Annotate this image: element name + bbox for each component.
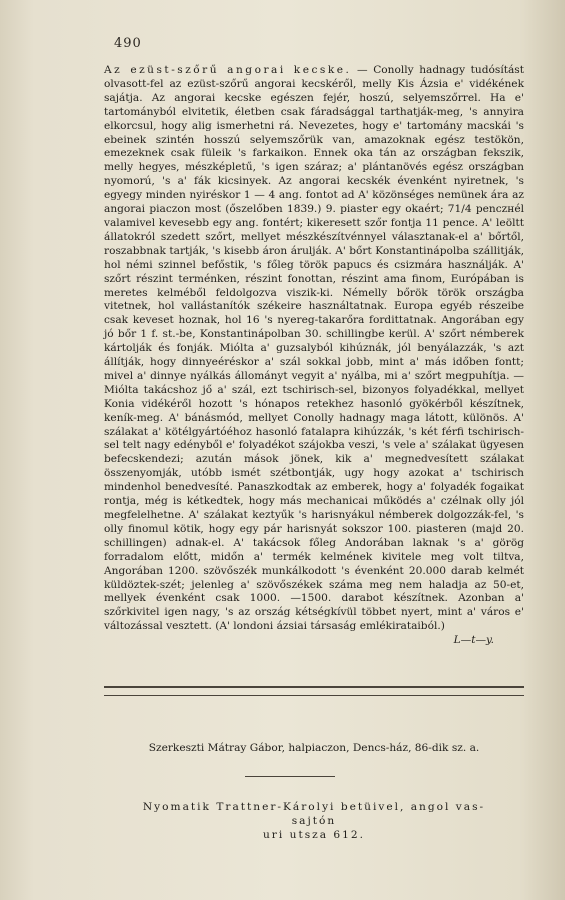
article-paragraph	[104, 64, 524, 648]
article-heading: Az ezüst-szőrű angorai kecske.	[104, 64, 352, 76]
printer-line-1: Nyomatik Trattner-Károlyi betüivel, angol vas-sajtón	[142, 801, 486, 827]
article-signature: L—t—y.	[453, 634, 494, 647]
printer-line-2: uri utsza 612.	[262, 829, 365, 841]
page-number: 490	[114, 36, 142, 51]
footer-short-rule	[245, 776, 335, 777]
footer-rule-top	[104, 686, 524, 688]
article	[104, 64, 524, 648]
article-body: — Conolly hadnagy tudósítást olvasott-fel az ezüst-szőrű angorai kecskéről, melly Kis Ázsia e' vidékének sajátja. Az angorai kecske egészen fejér, hoszú, selyemszőrrel. Ha e' tartományból elvitetik, életben csak fáradsággal tarthatják-meg, 's annyira elkorcsul, hogy alig ismerhetni rá. Nevezetes, hogy e' tartomány macskái 's ebeinek szintén hosszú selyemszőrük van, amazoknak egész testökön, emezeknek csak füleik 's farkaikon. Ennek oka tán az országban fekszik, melly hegyes, mészképletű, 's igen száraz; a' plántanövés egész országban nyomorú, 's a' fák kicsinyek. Az angorai kecskék évenként nyiretnek, 's egyegy minden nyiréskor 1 — 4 ang. fontot ad A' közönséges nemünek ára az angorai piaczon most (őszelőben 1839.) 9. piaster egy okaért; 71/4 penczнél valamivel kevesebb egy ang. fontért; kikeresett szőr fontja 11 pence. A' leöltt állatokról szedett szőrt, mellyet mészkészítvénnyel választanak-el a' bőrtől, roszabbnak tartják, 's kisebb áron árulják. A' bőrt Konstantinápolba szállitják, hol némi szinnel befőstik, 's főleg török papucs és csizmára használják. A' szőrt részint terménken, részint fonottan, részint ama finom, Európában is meretes kelméből feldolgozva viszik-ki. Némelly bőrök török országba vitetnek, hol vallástanítók székeire használtatnak. Europa egyéb részeibe csak keveset hoznak, hol 16 's nyereg-takarőra fordittatnak. Angorában egy jó bőr 1 f. st.-be, Konstantinápolban 30. schillingbe kerül. A' szőrt némberek kártolják és fonják. Miólta a' guzsalyból kihúznák, jól benyálazzák, 's azt állítják, hogy dinnyeéréskor a' szál sokkal jobb, mint a' más időben fontt; mivel a' dinnye nyálkás állományt vegyit a' nyálba, mi a' szőrt megpuhítja. — Miólta takácshoz jő a' szál, ezt tschirisch-sel, bizonyos folyadékkal, mellyet Konia vidékéről hozott 's hónapos retekhez hasonló gyökérből készítnek, keník-meg. A' bánásmód, mellyet Conolly hadnagy maga látott, különös. A' szálakat a' kötélgyártóéhoz hasonló fatalapra kihúzzák, 's két férfi tschirisch-sel telt nagy edényből e' folyadékot szájokba veszi, 's vele a' szálakat ügyesen befecskendezi; azután mások jönek, kik a' megnedvesített szálakat összenyomják, utóbb ismét szétbontják, ugy hogy azokat a' tschirisch mindenhol benedvesíté. Panaszkodtak az emberek, hogy a' folyadék fogaikat rontja, még is kétkedtek, hogy más mechanicai működés a' czélnak olly jól megfelelhetne. A' szálakat keztyűk 's harisnyákul némberek dolgozzák-fel, 's olly finomul kötik, hogy egy pár harisnyát sokszor 100. piasteren (majd 20. schillingen) adnak-el. A' takácsok főleg Andorában laknak 's a' görög forradalom előtt, midőn a' termék kelmének kivitele meg volt tiltva, Angorában 1200. szövőszék munkálkodott 's évenként 20.000 darab kelmét küldöztek-szét; jelenleg a' szövőszékek száma meg nem haladja az 50-et, mellyek évenként csak 1000. —1500. darabot készítnek. Azonban a' szőrkivitel igen nagy, 's az ország kétségkívül többet nyert, mint a' város e' változással vesztett. (A' londoni ázsiai társaság emlékirataiból.)	[104, 64, 524, 633]
editor-line: Szerkeszti Mátray Gábor, halpiaczon, Dencs-ház, 86-dik sz. a.	[148, 742, 480, 754]
footer-rule-bottom	[104, 695, 524, 696]
printer-imprint	[124, 800, 504, 842]
